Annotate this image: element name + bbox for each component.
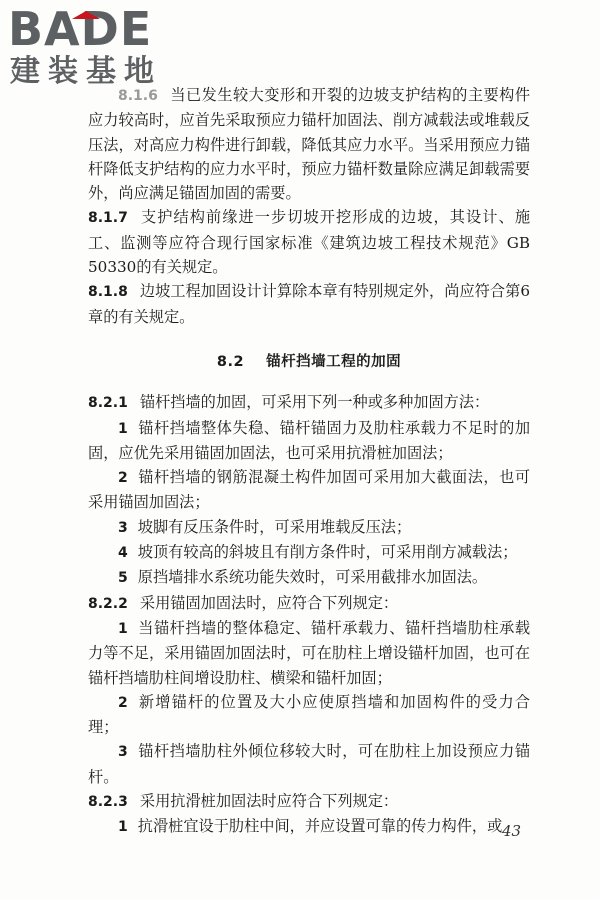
clause-text: 采用锚固加固法时，应符合下列规定：: [139, 593, 399, 612]
logo-subtitle: 建装基地: [10, 54, 162, 89]
list-item: [88, 515, 530, 540]
bade-logo: [8, 4, 178, 96]
item-text: 锚杆挡墙整体失稳、锚杆锚固力及肋柱承载力不足时的加固，应优先采用锚固加固法，也可采用抗滑桩加固法；: [88, 418, 530, 462]
page-number: 43: [502, 822, 522, 840]
item-number: 3: [118, 744, 128, 761]
list-item: [88, 739, 530, 789]
list-item: [88, 540, 530, 565]
document-body: [88, 83, 530, 840]
item-number: 1: [118, 819, 128, 836]
item-number: 2: [118, 470, 128, 487]
item-number: 5: [118, 570, 128, 587]
item-text: 当锚杆挡墙的整体稳定、锚杆承载力、锚杆挡墙肋柱承载力等不足，采用锚固加固法时，可在肋柱上增设锚杆加固，也可在锚杆挡墙肋柱间增设肋柱、横梁和锚杆加固；: [88, 618, 530, 687]
clause-8-1-7: [88, 205, 530, 279]
section-title: 锚杆挡墙工程的加固: [266, 353, 402, 370]
list-item: [88, 690, 530, 740]
list-item: [88, 814, 530, 839]
clause-number: 8.2.3: [88, 794, 128, 811]
clause-number: 8.2.1: [88, 395, 128, 412]
clause-text: 支护结构前缘进一步切坡开挖形成的边坡，其设计、施工、监测等应符合现行国家标准《建筑边坡工程技术规范》GB 50330的有关规定。: [88, 208, 530, 277]
clause-number: 8.1.8: [88, 284, 128, 301]
clause-8-1-8: [88, 279, 530, 329]
clause-text: 锚杆挡墙的加固，可采用下列一种或多种加固方法：: [139, 393, 490, 412]
item-text: 新增锚杆的位置及大小应使原挡墙和加固构件的受力合理；: [88, 692, 530, 737]
clause-8-2-3: [88, 789, 530, 814]
item-text: 原挡墙排水系统功能失效时，可采用截排水加固法。: [137, 568, 488, 587]
item-number: 4: [118, 545, 128, 562]
item-text: 坡顶有较高的斜坡且有削方条件时，可采用削方减载法；: [137, 543, 518, 562]
section-number: 8.2: [216, 353, 245, 370]
item-number: 2: [118, 694, 128, 711]
section-heading: [88, 350, 530, 374]
item-text: 坡脚有反压条件时，可采用堆载反压法；: [137, 517, 412, 536]
item-number: 3: [118, 519, 128, 536]
clause-8-1-6: [88, 83, 530, 205]
logo-red-accent: [72, 11, 100, 19]
item-number: 1: [118, 620, 128, 637]
clause-text: 采用抗滑桩加固法时应符合下列规定：: [139, 792, 399, 811]
list-item: [88, 416, 530, 466]
clause-8-2-2: [88, 591, 530, 616]
item-text: 锚杆挡墙的钢筋混凝土构件加固可采用加大截面法，也可采用锚固加固法；: [88, 468, 530, 512]
clause-8-2-1: [88, 390, 530, 415]
clause-number: 8.2.2: [88, 595, 128, 612]
clause-text: 当已发生较大变形和开裂的边坡支护结构的主要构件应力较高时，应首先采取预应力锚杆加固法、削方减载法或堆载反压法，对高应力构件进行卸载，降低其应力水平。当采用预应力锚杆降低支护结构的应力水平时，预应力锚杆数量除应满足卸载需要外，尚应满足锚固加固的需要。: [88, 86, 530, 203]
list-item: [88, 616, 530, 690]
item-text: 锚杆挡墙肋柱外倾位移较大时，可在肋柱上加设预应力锚杆。: [88, 742, 530, 786]
item-text: 抗滑桩宜设于肋柱中间，并应设置可靠的传力构件，或: [137, 817, 503, 836]
clause-number: 8.1.7: [88, 210, 128, 227]
list-item: [88, 465, 530, 515]
logo-wordmark: BADE: [8, 2, 153, 56]
clause-number: 8.1.6: [118, 88, 158, 104]
clause-text: 边坡工程加固设计计算除本章有特别规定外，尚应符合第6章的有关规定。: [88, 282, 530, 326]
list-item: [88, 565, 530, 590]
item-number: 1: [118, 420, 128, 437]
